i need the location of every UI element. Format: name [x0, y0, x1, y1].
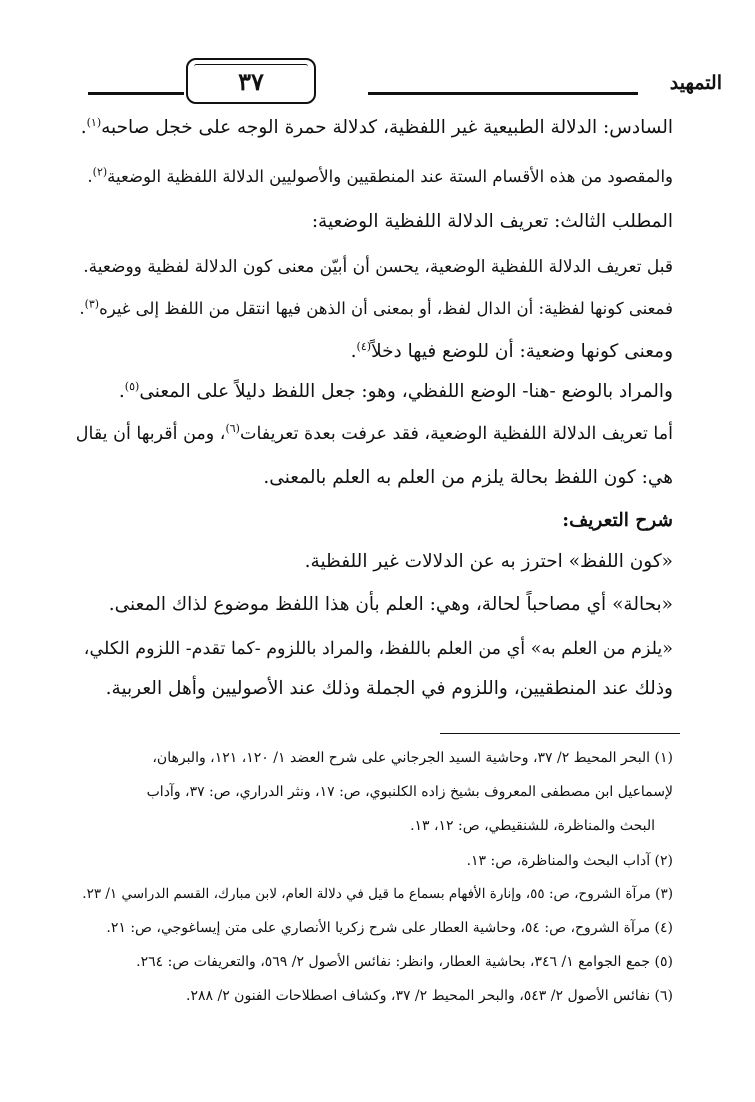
body-line-9: هي: كون اللفظ بحالة يلزم من العلم به العلم بالمعنى. [263, 467, 673, 488]
body-line-11: «كون اللفظ» احترز به عن الدلالات غير اللفظية. [304, 551, 673, 572]
footnote-separator [440, 733, 680, 734]
page-number-box [186, 58, 316, 104]
footnote-ref-4: (٤) [356, 339, 372, 353]
footnote-ref-1: (١) [86, 115, 102, 129]
footnote-5: (٥) جمع الجوامع ١/ ٣٤٦، بحاشية العطار، وانظر: نفائس الأصول ٢/ ٥٦٩، والتعريفات ص: ٢٦٤. [136, 954, 673, 970]
body-line-1: السادس: الدلالة الطبيعية غير اللفظية، كدلالة حمرة الوجه على خجل صاحبه$^{(١)}$. [80, 115, 673, 138]
body-line-7: والمراد بالوضع -هنا- الوضع اللفظي، وهو: جعل اللفظ دليلاً على المعنى$^{(٥)}$. [118, 379, 673, 402]
page-header [88, 58, 722, 102]
body-line-4: قبل تعريف الدلالة اللفظية الوضعية، يحسن أن أبيّن معنى كون الدلالة لفظية ووضعية. [83, 257, 673, 277]
footnote-1-line-2: لإسماعيل ابن مصطفى المعروف بشيخ زاده الكلنبوي، ص: ١٧، ونثر الدراري، ص: ٣٧، وآداب [146, 784, 673, 800]
body-line-8: أما تعريف الدلالة اللفظية الوضعية، فقد عرفت بعدة تعريفات$^{(٦)}$، ومن أقربها أن يقال [75, 422, 673, 444]
footnote-2: (٢) آداب البحث والمناظرة، ص: ١٣. [466, 853, 673, 869]
body-line-5: فمعنى كونها لفظية: أن الدال لفظ، أو بمعنى أن الذهن فيها انتقل من اللفظ إلى غيره$^{(٣)}$. [79, 297, 673, 318]
footnote-4: (٤) مرآة الشروح، ص: ٥٤، وحاشية العطار على شرح زكريا الأنصاري على متن إيساغوجي، ص: ٢١. [106, 920, 673, 936]
body-line-2: والمقصود من هذه الأقسام الستة عند المنطقيين والأصوليين الدلالة اللفظية الوضعية$^{(٢)}$. [87, 165, 673, 186]
page-number: ٣٧ [238, 66, 264, 96]
chapter-title: التمهيد [669, 72, 722, 94]
footnote-ref-3: (٣) [84, 297, 100, 311]
body-line-6: ومعنى كونها وضعية: أن للوضع فيها دخلاً$^{(٤)}$. [350, 339, 673, 362]
footnote-1-line-3: البحث والمناظرة، للشنقيطي، ص: ١٢، ١٣. [410, 818, 655, 834]
body-line-14: وذلك عند المنطقيين، واللزوم في الجملة وذلك عند الأصوليين وأهل العربية. [105, 678, 673, 699]
footnote-ref-5: (٥) [124, 379, 140, 393]
footnote-3: (٣) مرآة الشروح، ص: ٥٥، وإنارة الأفهام بسماع ما قيل في دلالة العام، لابن مبارك، القسم الدراسي ١/ ٢٣. [82, 886, 673, 902]
footnote-ref-6: (٦) [225, 422, 240, 436]
section-heading: المطلب الثالث: تعريف الدلالة اللفظية الوضعية: [311, 211, 673, 232]
footnote-6: (٦) نفائس الأصول ٢/ ٥٤٣، والبحر المحيط ٢/ ٣٧، وكشاف اصطلاحات الفنون ٢/ ٢٨٨. [186, 988, 673, 1004]
body-line-13: «يلزم من العلم به» أي من العلم باللفظ، والمراد باللزوم -كما تقدم- اللزوم الكلي، [83, 639, 673, 659]
body-line-12: «بحالة» أي مصاحباً لحالة، وهي: العلم بأن هذا اللفظ موضوع لذاك المعنى. [108, 594, 673, 615]
footnote-1-line-1: (١) البحر المحيط ٢/ ٣٧، وحاشية السيد الجرجاني على شرح العضد ١/ ١٢٠، ١٢١، والبرهان، [152, 750, 673, 766]
header-rule-right [368, 92, 638, 95]
definition-heading: شرح التعريف: [562, 510, 673, 531]
header-rule-left [88, 92, 184, 95]
footnote-ref-2: (٢) [92, 165, 108, 179]
